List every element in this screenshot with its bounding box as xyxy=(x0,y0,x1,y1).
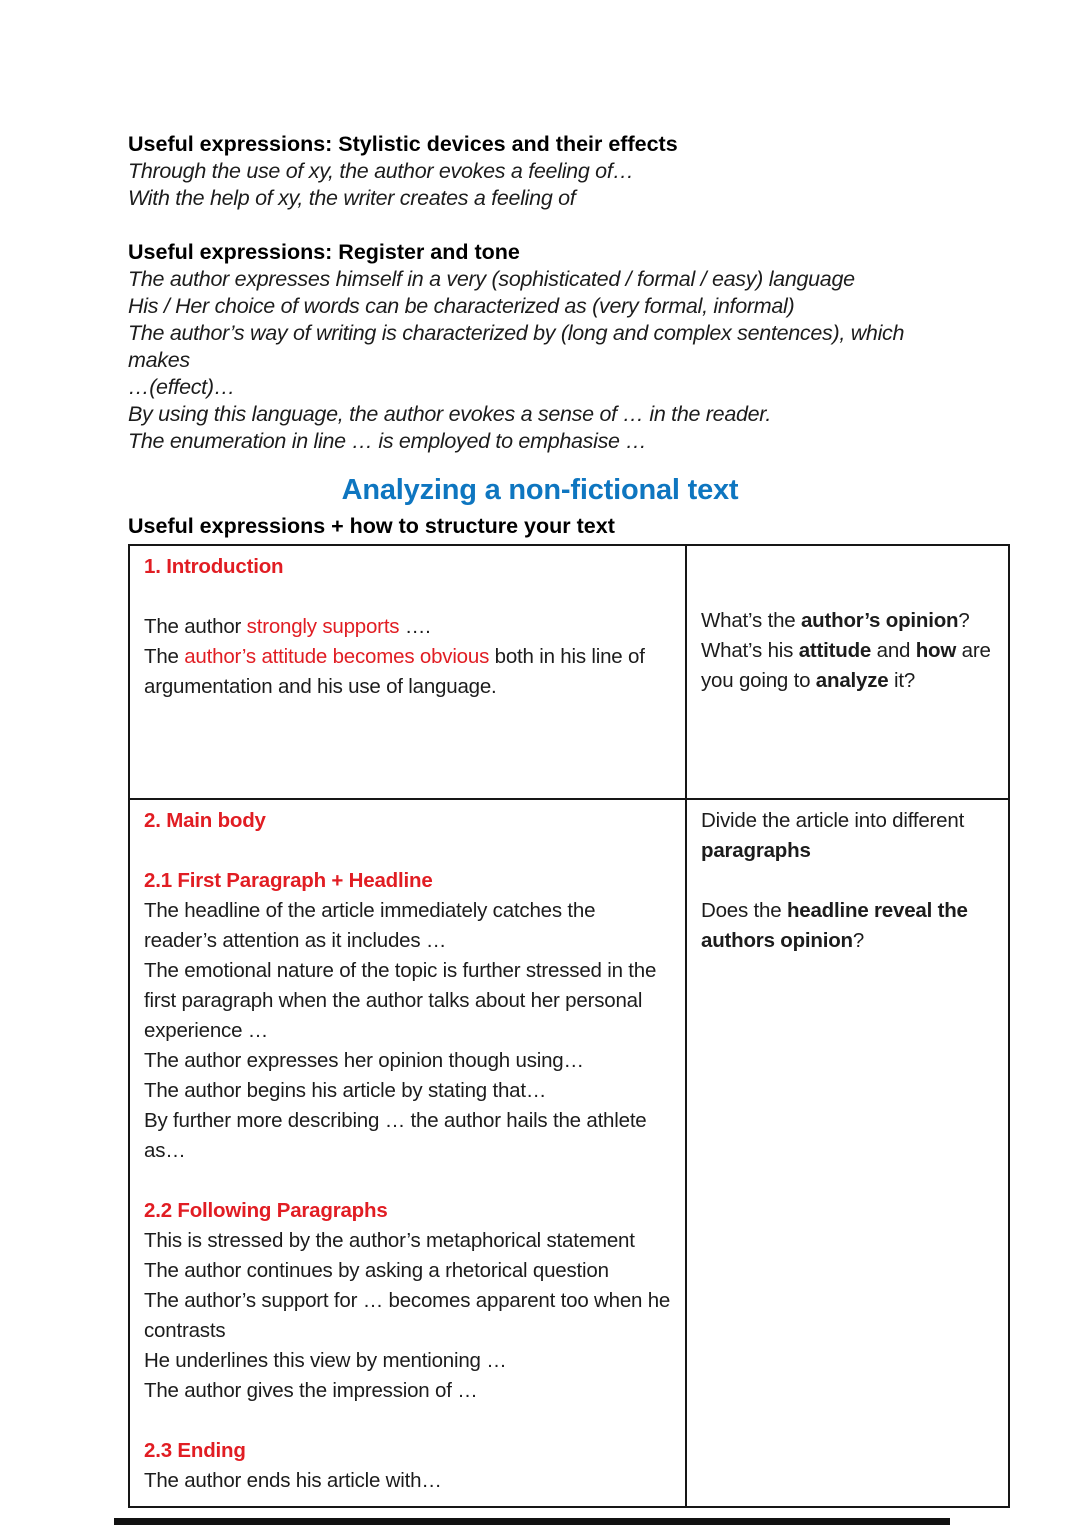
bold-phrase: paragraphs xyxy=(701,839,811,862)
note-text: Does the xyxy=(701,899,787,922)
bold-phrase: headline reveal the authors opinion xyxy=(701,899,968,952)
phrase-line: The author ends his article with… xyxy=(144,1469,442,1492)
structure-subtitle: Useful expressions + how to structure your text xyxy=(128,514,615,538)
note-text: ? xyxy=(852,929,865,952)
phrase-line: He underlines this view by mentioning … xyxy=(144,1349,507,1372)
phrase-line: The author’s support for … becomes apparent too when he contrasts xyxy=(144,1289,671,1342)
guide-note xyxy=(701,806,996,866)
subsection-heading-following-paragraphs: 2.2 Following Paragraphs xyxy=(144,1199,388,1222)
phrase-line: The author begins his article by stating that… xyxy=(144,1079,547,1102)
document-page xyxy=(128,131,991,1508)
question-text: What’s the xyxy=(701,609,801,632)
question-text: and xyxy=(871,639,916,662)
phrase-line: This is stressed by the author’s metaphorical statement xyxy=(144,1229,635,1252)
question-text: are you going to xyxy=(701,639,991,692)
phrase-text: The xyxy=(144,645,185,668)
section-heading-main-body: 2. Main body xyxy=(144,809,266,832)
phrase-text: …. xyxy=(399,615,431,638)
analysis-structure-table xyxy=(128,544,1010,1508)
expression-line: The author’s way of writing is characterized by (long and complex sentences), which makes xyxy=(128,321,905,372)
introduction-guide-cell xyxy=(686,545,1009,799)
expression-line: His / Her choice of words can be characterized as (very formal, informal) xyxy=(128,294,795,318)
phrase-line: The headline of the article immediately catches the reader’s attention as it includes … xyxy=(144,899,596,952)
phrase-line: The author continues by asking a rhetorical question xyxy=(144,1259,609,1282)
blank-line xyxy=(701,866,996,896)
blank-line xyxy=(144,1166,673,1196)
expression-line: By using this language, the author evokes a sense of … in the reader. xyxy=(128,402,772,426)
introduction-cell xyxy=(129,545,686,799)
stylistic-devices-heading: Useful expressions: Stylistic devices and their effects xyxy=(128,132,678,156)
expression-line: Through the use of xy, the author evokes a feeling of… xyxy=(128,159,634,183)
red-phrase: author’s attitude becomes obvious xyxy=(184,645,490,668)
doc-title: Analyzing a non-fictional text xyxy=(341,474,739,506)
guide-note xyxy=(701,896,996,956)
register-tone-heading: Useful expressions: Register and tone xyxy=(128,240,520,264)
section-heading-introduction: 1. Introduction xyxy=(144,555,284,578)
guide-question xyxy=(701,636,996,696)
guide-question xyxy=(701,606,996,636)
phrase-line xyxy=(144,612,673,642)
blank-line xyxy=(144,836,673,866)
bold-phrase: attitude xyxy=(798,639,872,662)
question-text: What’s his xyxy=(701,639,799,662)
phrase-line: The emotional nature of the topic is further stressed in the first paragraph when the author talks about her personal experience … xyxy=(144,959,657,1042)
bold-phrase: analyze xyxy=(815,669,889,692)
question-text: it? xyxy=(888,669,916,692)
blank-line xyxy=(144,582,673,612)
phrase-text: both in his line of argumentation and his use of language. xyxy=(144,645,645,698)
table-row xyxy=(129,545,1009,799)
subsection-heading-ending: 2.3 Ending xyxy=(144,1439,246,1462)
phrase-line xyxy=(144,642,673,702)
main-body-cell xyxy=(129,799,686,1507)
subsection-heading-first-paragraph: 2.1 First Paragraph + Headline xyxy=(144,869,433,892)
phrase-line: The author expresses her opinion though using… xyxy=(144,1049,584,1072)
question-text: ? xyxy=(958,609,970,632)
blank-line xyxy=(144,1406,673,1436)
expression-line: …(effect)… xyxy=(128,375,235,399)
phrase-line: By further more describing … the author hails the athlete as… xyxy=(144,1109,647,1162)
next-page-table-edge xyxy=(114,1518,950,1525)
bold-phrase: author’s opinion xyxy=(800,609,959,632)
note-text: Divide the article into different xyxy=(701,809,965,832)
red-phrase: strongly supports xyxy=(246,615,400,638)
main-body-guide-cell xyxy=(686,799,1009,1507)
phrase-text: The author xyxy=(144,615,247,638)
expression-line: The enumeration in line … is employed to emphasise … xyxy=(128,429,647,453)
bold-phrase: how xyxy=(915,639,957,662)
phrase-line: The author gives the impression of … xyxy=(144,1379,478,1402)
table-row xyxy=(129,799,1009,1507)
expression-line: The author expresses himself in a very (sophisticated / formal / easy) language xyxy=(128,267,855,291)
expression-line: With the help of xy, the writer creates a feeling of xyxy=(128,186,576,210)
